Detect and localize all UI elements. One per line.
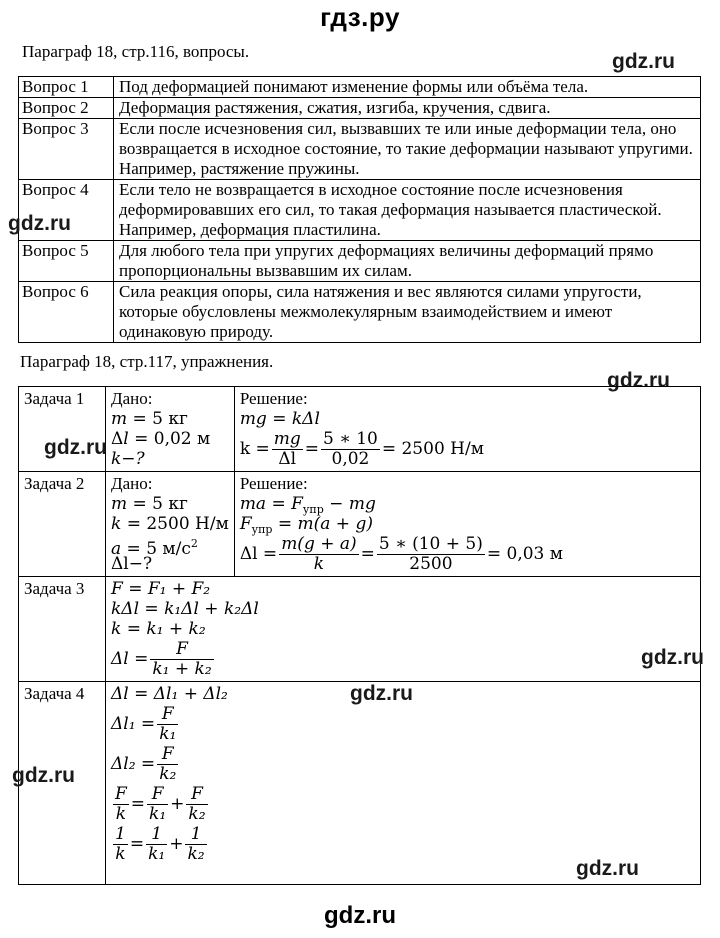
solution-cell [106, 577, 701, 682]
watermark: gdz.ru [576, 857, 639, 880]
equation: k = $\frac{mg}{\Delta l}$ = $\frac{5 ∗ 10}{0,02}$ = 2500 Н/м [239, 428, 484, 469]
question-answer: Деформация растяжения, сжатия, изгиба, кручения, сдвига. [114, 98, 701, 119]
solution-title: Решение: [239, 474, 308, 493]
fraction: $\frac{5 ∗ 10}{0,02}$ [323, 428, 378, 469]
table-row [19, 241, 701, 282]
question-label: Вопрос 3 [19, 119, 114, 180]
task-label: Задача 4 [19, 682, 106, 885]
table-row [19, 77, 701, 98]
equation: Δl = $\frac{m(g + a)}{k}$ = $\frac{5 ∗ (10 + 5)}{2500}$ = 0,03 м [239, 533, 563, 574]
question-label: Вопрос 5 [19, 241, 114, 282]
equation: $\frac{F}{k}$ = $\frac{F}{\text{k₁}}$ + $\frac{F}{\text{k₂}}$ [115, 783, 206, 824]
given-cell [106, 387, 235, 472]
given-mass: m = 5 кг [111, 409, 188, 429]
equation: k = k₁ + k₂ [111, 619, 206, 639]
given-mass: m = 5 кг [111, 494, 188, 514]
table-row [19, 387, 701, 472]
solution-cell [234, 472, 700, 577]
fraction: $\frac{F}{\text{k₁ + k₂}}$ [152, 638, 212, 679]
equation: Δl = Δl₁ + Δl₂ [111, 684, 228, 704]
question-label: Вопрос 4 [19, 180, 114, 241]
fraction: $\frac{mg}{\Delta l}$ [273, 428, 301, 469]
fraction: $\frac{5 ∗ (10 + 5)}{2500}$ [378, 533, 483, 574]
table-row [19, 472, 701, 577]
fraction: $\frac{F}{\text{k₁}}$ [159, 703, 177, 744]
given-title: Дано: [111, 474, 153, 493]
table-row [19, 98, 701, 119]
task-label: Задача 2 [19, 472, 106, 577]
equation: kΔl = k₁Δl + k₂Δl [111, 599, 259, 619]
question-answer: Сила реакция опоры, сила натяжения и вес являются силами упругости, которые обусловлены межмолекулярным взаимодействием и имеют одинаковую природу. [114, 282, 701, 343]
watermark: gdz.ru [641, 646, 704, 669]
equation: Δl₂ = $\frac{F}{\text{k₂}}$ [111, 743, 177, 784]
equation: mg = kΔl [239, 409, 320, 429]
fraction: $\frac{m(g + a)}{k}$ [281, 533, 357, 574]
site-header: гдз.ру [320, 2, 400, 32]
question-label: Вопрос 1 [19, 77, 114, 98]
solution-title: Решение: [239, 389, 308, 408]
fraction: $\frac{F}{\text{k₂}}$ [159, 743, 177, 784]
equation: $F_{упр} = m(a + g)$ [239, 514, 373, 536]
question-answer: Если после исчезновения сил, вызвавших те или иные деформации тела, оно возвращается в исходное состояние, то такие деформации называют упругими. Например, растяжение пружины. [114, 119, 701, 180]
watermark: gdz.ru [12, 764, 75, 787]
equation: Δl = $\frac{F}{\text{k₁ + k₂}}$ [111, 638, 212, 679]
equation: F = F₁ + F₂ [111, 579, 211, 599]
solution-cell [234, 387, 700, 472]
table-row [19, 119, 701, 180]
given-unknown: Δl−? [111, 554, 153, 574]
watermark: gdz.ru [44, 436, 107, 459]
section1-title: Параграф 18, стр.116, вопросы. [22, 42, 250, 61]
site-footer: gdz.ru [324, 902, 396, 929]
task-label: Задача 1 [19, 387, 106, 472]
table-row [19, 282, 701, 343]
given-title: Дано: [111, 389, 153, 408]
fraction: $\frac{F}{\text{k₁}}$ [149, 783, 167, 824]
watermark: gdz.ru [350, 682, 413, 705]
given-cell [106, 472, 235, 577]
fraction: $\frac{1}{\text{k₂}}$ [187, 823, 205, 864]
watermark: gdz.ru [8, 212, 71, 235]
equation: Δl₁ = $\frac{F}{\text{k₁}}$ [111, 703, 177, 744]
equation: ma = $F_{упр}$ − mg [239, 494, 376, 516]
solution-cell [106, 682, 701, 885]
fraction: $\frac{F}{k}$ [115, 783, 127, 824]
given-unknown: k−? [111, 449, 145, 469]
equation: $\frac{1}{k}$ = $\frac{1}{\text{k₁}}$ + $\frac{1}{\text{k₂}}$ [115, 823, 205, 864]
question-label: Вопрос 2 [19, 98, 114, 119]
question-label: Вопрос 6 [19, 282, 114, 343]
questions-table [18, 76, 701, 343]
fraction: $\frac{1}{k}$ [115, 823, 126, 864]
given-acceleration: a = 5 $м/с^2$ [111, 537, 198, 559]
tasks-table [18, 386, 701, 885]
question-answer: Под деформацией понимают изменение формы или объёма тела. [114, 77, 701, 98]
given-stiffness: k = 2500 Н/м [111, 514, 229, 534]
fraction: $\frac{1}{\text{k₁}}$ [148, 823, 166, 864]
question-answer: Для любого тела при упругих деформациях величины деформаций прямо пропорциональны вызвавшим их силам. [114, 241, 701, 282]
given-elongation: Δl = 0,02 м [111, 429, 211, 449]
section2-title: Параграф 18, стр.117, упражнения. [20, 352, 274, 371]
watermark: gdz.ru [607, 369, 670, 392]
question-answer: Если тело не возвращается в исходное состояние после исчезновения деформировавших его сил, то такая деформация называется пластической. Например, деформация пластилина. [114, 180, 701, 241]
watermark: gdz.ru [612, 50, 675, 73]
table-row [19, 577, 701, 682]
fraction: $\frac{F}{\text{k₂}}$ [188, 783, 206, 824]
table-row [19, 682, 701, 885]
table-row [19, 180, 701, 241]
task-label: Задача 3 [19, 577, 106, 682]
